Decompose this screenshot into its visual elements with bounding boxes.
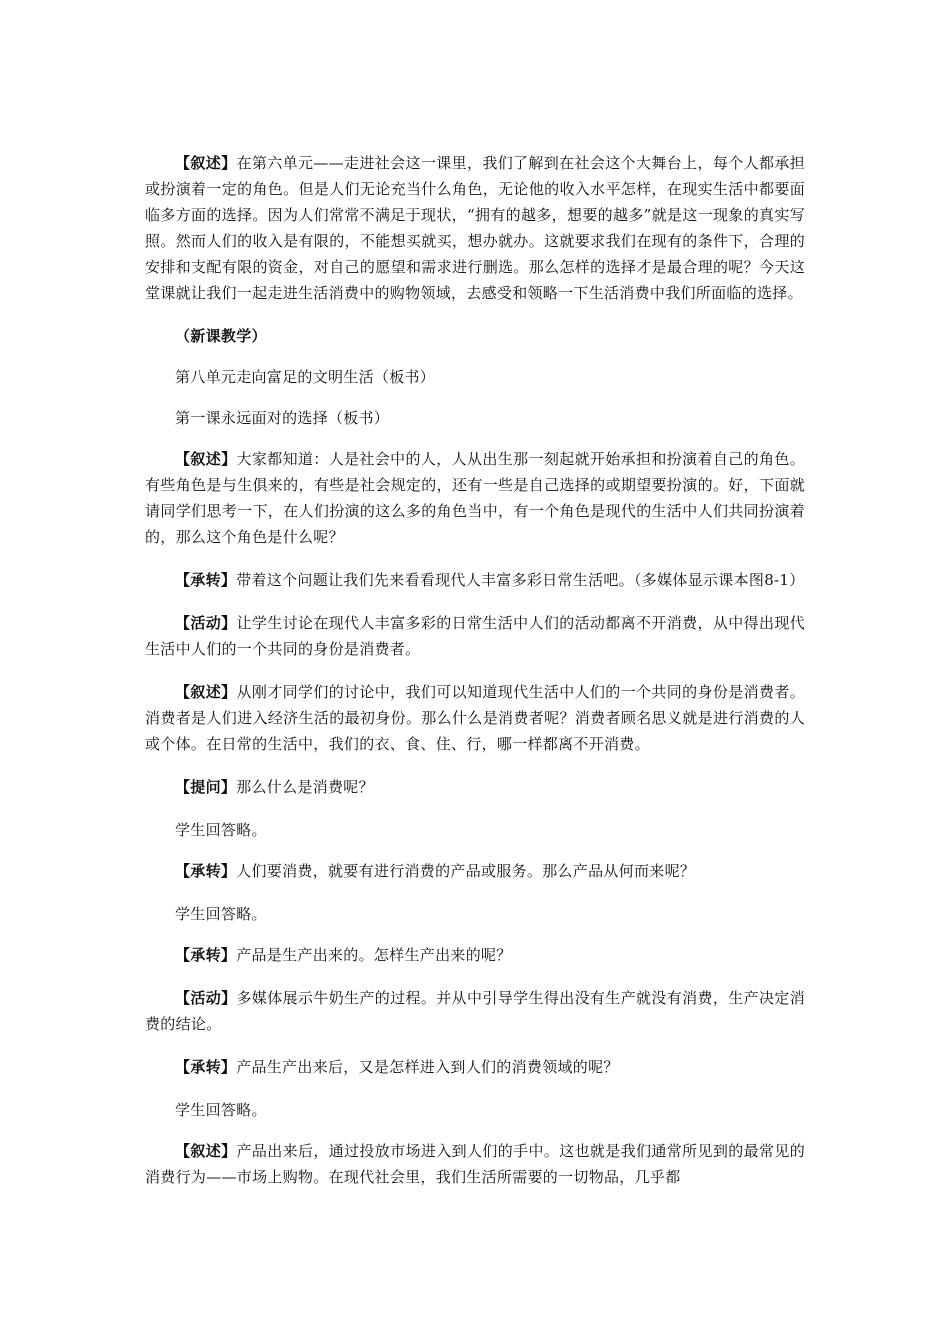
- paragraph-text: 产品出来后，通过投放市场进入到人们的手中。这也就是我们通常所见到的最常见的消费行为——市场上购物。在现代社会里，我们生活所需要的一切物品，几乎都: [145, 1142, 806, 1186]
- paragraph-tag: 【活动】: [175, 989, 237, 1007]
- paragraph-transition: [145, 1054, 805, 1080]
- section-heading: [145, 323, 805, 349]
- paragraph-tag: 【承转】: [175, 1058, 237, 1076]
- paragraph-text: 学生回答略。: [175, 1101, 267, 1119]
- paragraph-tag: 【叙述】: [175, 450, 237, 468]
- paragraph-narration: [145, 446, 805, 550]
- paragraph-activity: [145, 985, 805, 1037]
- paragraph-intro: [145, 150, 805, 306]
- paragraph-text: 从刚才同学们的讨论中，我们可以知道现代生活中人们的一个共同的身份是消费者。消费者是人们进入经济生活的最初身份。那么什么是消费者呢？消费者顾名思义就是进行消费的人或个体。在日常的生活中，我们的衣、食、住、行，哪一样都离不开消费。: [145, 683, 806, 753]
- paragraph-tag: 【活动】: [175, 614, 237, 632]
- paragraph-narration: [145, 679, 805, 757]
- paragraph-text: 带着这个问题让我们先来看看现代人丰富多彩日常生活吧。（多媒体显示课本图8-1）: [236, 571, 805, 589]
- paragraph-transition: [145, 567, 805, 593]
- paragraph-student-answer: [145, 817, 805, 843]
- paragraph-text: 第八单元走向富足的文明生活（板书）: [175, 368, 436, 386]
- paragraph-tag: 【叙述】: [175, 683, 237, 701]
- paragraph-text: 大家都知道：人是社会中的人，人从出生那一刻起就开始承担和扮演着自己的角色。有些角色是与生俱来的，有些是社会规定的，还有一些是自己选择的或期望要扮演的。好，下面就请同学们思考一下，在人们扮演的这么多的角色当中，有一个角色是现代的生活中人们共同扮演着的，那么这个角色是什么呢？: [145, 450, 806, 546]
- paragraph-narration: [145, 1138, 805, 1190]
- paragraph-tag: 【承转】: [175, 571, 237, 589]
- paragraph-text: （新课教学）: [175, 327, 267, 345]
- paragraph-student-answer: [145, 901, 805, 927]
- paragraph-tag: 【承转】: [175, 946, 237, 964]
- paragraph-question: [145, 774, 805, 800]
- paragraph-text: 产品是生产出来的。怎样生产出来的呢？: [236, 946, 512, 964]
- paragraph-transition: [145, 942, 805, 968]
- paragraph-tag: 【叙述】: [175, 154, 237, 172]
- paragraph-text: 第一课永远面对的选择（板书）: [175, 409, 390, 427]
- unit-title: [145, 364, 805, 390]
- paragraph-text: 那么什么是消费呢？: [236, 778, 374, 796]
- paragraph-text: 多媒体展示牛奶生产的过程。并从中引导学生得出没有生产就没有消费，生产决定消费的结论。: [145, 989, 806, 1033]
- paragraph-text: 人们要消费，就要有进行消费的产品或服务。那么产品从何而来呢？: [236, 862, 696, 880]
- paragraph-transition: [145, 858, 805, 884]
- paragraph-tag: 【提问】: [175, 778, 237, 796]
- paragraph-student-answer: [145, 1097, 805, 1123]
- paragraph-text: 让学生讨论在现代人丰富多彩的日常生活中人们的活动都离不开消费，从中得出现代生活中人们的一个共同的身份是消费者。: [145, 614, 806, 658]
- paragraph-tag: 【叙述】: [175, 1142, 237, 1160]
- paragraph-text: 学生回答略。: [175, 905, 267, 923]
- paragraph-text: 在第六单元——走进社会这一课里，我们了解到在社会这个大舞台上，每个人都承担或扮演着一定的角色。但是人们无论充当什么角色，无论他的收入水平怎样，在现实生活中都要面临多方面的选择。因为人们常常不满足于现状，“拥有的越多，想要的越多”就是这一现象的真实写照。然而人们的收入是有限的，不能想买就买，想办就办。这就要求我们在现有的条件下，合理的安排和支配有限的资金，对自己的愿望和需求进行删选。那么怎样的选择才是最合理的呢？今天这堂课就让我们一起走进生活消费中的购物领域，去感受和领略一下生活消费中我们所面临的选择。: [145, 154, 805, 302]
- document-body: [145, 150, 805, 1207]
- lesson-title: [145, 405, 805, 431]
- paragraph-tag: 【承转】: [175, 862, 237, 880]
- paragraph-activity: [145, 610, 805, 662]
- paragraph-text: 学生回答略。: [175, 821, 267, 839]
- paragraph-text: 产品生产出来后，又是怎样进入到人们的消费领域的呢？: [236, 1058, 619, 1076]
